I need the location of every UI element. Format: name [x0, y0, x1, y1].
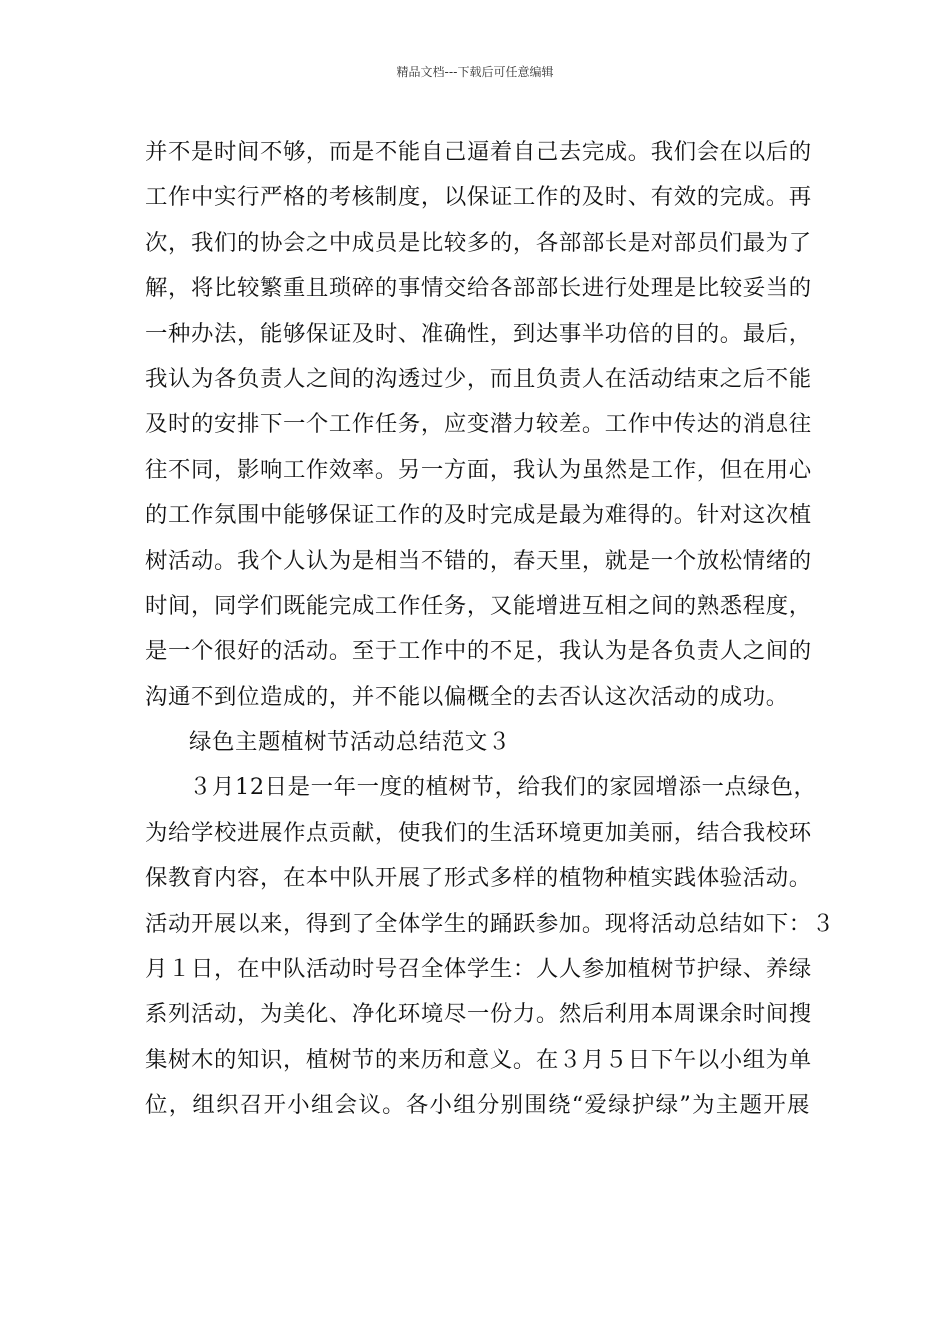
text-line: 的工作氛围中能够保证工作的及时完成是最为难得的。针对这次植 [145, 502, 812, 529]
text-line: 月１日，在中队活动时号召全体学生：人人参加植树节护绿、养绿 [145, 956, 812, 983]
text-line: 是一个很好的活动。至于工作中的不足，我认为是各负责人之间的 [145, 638, 812, 665]
text-line: 系列活动，为美化、净化环境尽一份力。然后利用本周课余时间搜 [145, 1001, 812, 1028]
text-line: 次，我们的协会之中成员是比较多的，各部部长是对部员们最为了 [145, 229, 812, 256]
paragraph-1 [145, 130, 810, 720]
paragraph-2 [145, 765, 835, 1128]
document-body [145, 130, 835, 1129]
text-line: 及时的安排下一个工作任务，应变潜力较差。工作中传达的消息往 [145, 411, 812, 438]
text-line: 沟通不到位造成的，并不能以偏概全的去否认这次活动的成功。 [145, 683, 789, 710]
text-line: 树活动。我个人认为是相当不错的，春天里，就是一个放松情绪的 [145, 547, 812, 574]
text-line: 并不是时间不够，而是不能自己逼着自己去完成。我们会在以后的 [145, 139, 812, 165]
text-line: 保教育内容，在本中队开展了形式多样的植物种植实践体验活动。 [145, 865, 812, 892]
text-line: ３月12日是一年一度的植树节，给我们的家园增添一点绿色， [189, 774, 817, 801]
page-header: 精品文档---下载后可任意编辑 [396, 65, 554, 79]
text-line: 往不同，影响工作效率。另一方面，我认为虽然是工作，但在用心 [145, 456, 812, 483]
text-line: 解，将比较繁重且琐碎的事情交给各部部长进行处理是比较妥当的 [145, 275, 812, 302]
text-line: 为给学校进展作点贡献，使我们的生活环境更加美丽，结合我校环 [145, 819, 812, 846]
text-line: 时间，同学们既能完成工作任务，又能增进互相之间的熟悉程度， [145, 592, 812, 619]
text-line: 一种办法，能够保证及时、准确性，到达事半功倍的目的。最后， [145, 320, 812, 347]
text-line: 活动开展以来，得到了全体学生的踊跃参加。现将活动总结如下：３ [145, 910, 835, 937]
text-line: 集树木的知识，植树节的来历和意义。在３月５日下午以小组为单 [145, 1046, 812, 1073]
text-line: 位，组织召开小组会议。各小组分别围绕“爱绿护绿”为主题开展 [145, 1092, 810, 1119]
text-line: 我认为各负责人之间的沟透过少，而且负责人在活动结束之后不能 [145, 365, 812, 392]
text-line: 工作中实行严格的考核制度，以保证工作的及时、有效的完成。再 [145, 184, 812, 211]
section-title: 绿色主题植树节活动总结范文３ [189, 729, 511, 756]
